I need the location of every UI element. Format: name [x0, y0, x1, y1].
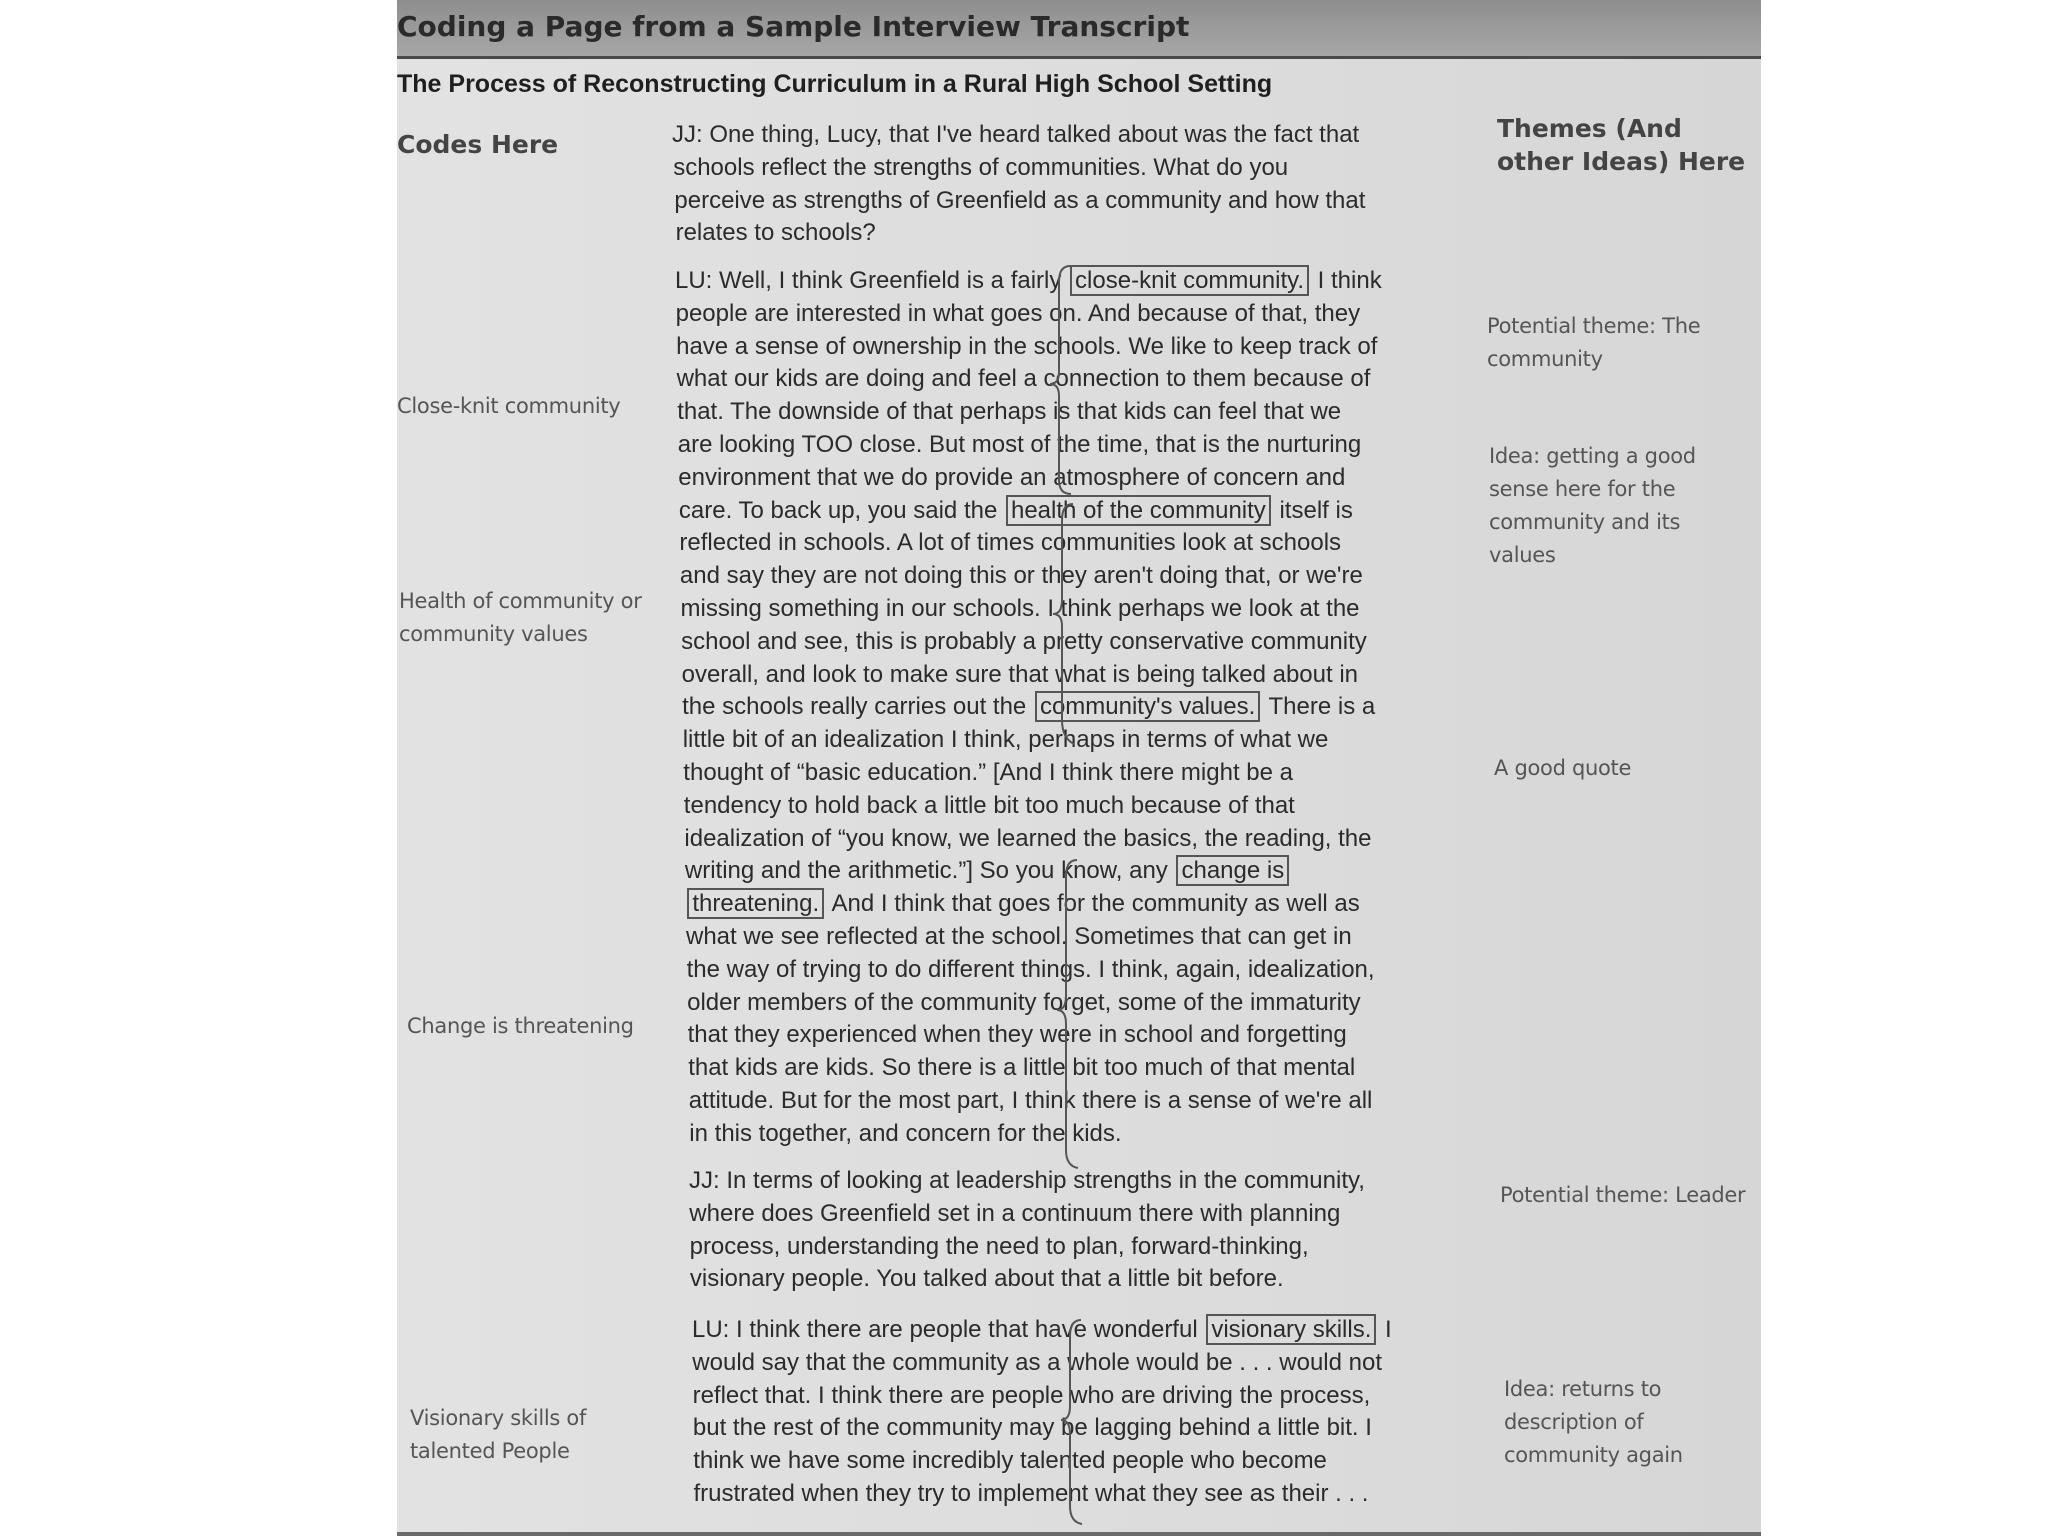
- transcript-text: missing something in our schools. I think perhaps we look at the: [680, 595, 1360, 622]
- code-label-change-threatening: Change is threatening: [407, 1014, 634, 1038]
- transcript-text: think we have some incredibly talented people who become: [693, 1447, 1327, 1475]
- transcript-text: schools reflect the strengths of communities. What do you: [673, 153, 1289, 181]
- transcript-text: itself is: [1272, 496, 1353, 524]
- transcript-text: that they experienced when they were in school and forgetting: [687, 1021, 1347, 1049]
- transcript-text: the schools really carries out the: [682, 693, 1033, 721]
- theme-note-community: Potential theme: The community: [1487, 314, 1701, 371]
- coded-phrase: threatening.: [687, 888, 824, 919]
- page-subtitle: The Process of Reconstructing Curriculum in a Rural High School Setting: [397, 70, 1273, 98]
- transcript-text: would say that the community as a whole would be . . . would not: [692, 1348, 1383, 1376]
- transcript-text: but the rest of the community may be lagging behind a little bit. I: [692, 1414, 1372, 1442]
- transcript-text: overall, and look to make sure that what is being talked about in: [681, 660, 1358, 688]
- transcript-text: what we see reflected at the school. Sometimes that can get in: [686, 923, 1352, 950]
- theme-note-good-quote: A good quote: [1494, 756, 1632, 780]
- transcript-text: what our kids are doing and feel a connection to them because of: [676, 365, 1371, 393]
- transcript-text: older members of the community forget, some of the immaturity: [687, 988, 1361, 1016]
- transcript-text: school and see, this is probably a pretty conservative community: [681, 627, 1367, 655]
- themes-column-heading: Themes (And other Ideas) Here: [1497, 114, 1746, 176]
- brace-change-threatening: [1057, 860, 1078, 1168]
- transcript-text: perceive as strengths of Greenfield as a community and how that: [674, 186, 1366, 214]
- transcript-text: in this together, and concern for the kids.: [689, 1119, 1122, 1147]
- transcript-text: care. To back up, you said the: [678, 496, 1004, 524]
- transcript-text: that. The downside of that perhaps is that kids can feel that we: [677, 398, 1342, 426]
- brace-visionary-skills: [1061, 1320, 1082, 1524]
- brace-community-values: [1053, 504, 1074, 744]
- transcript-text: have a sense of ownership in the schools. We like to keep track of: [676, 332, 1378, 360]
- coded-phrase: visionary skills.: [1206, 1314, 1376, 1345]
- transcript-text: environment that we do provide an atmosphere of concern and: [678, 463, 1346, 491]
- page-title: Coding a Page from a Sample Interview Transcript: [397, 10, 1190, 43]
- coded-phrase: change is: [1176, 855, 1289, 886]
- transcript-text: And I think that goes for the community as well as: [826, 890, 1360, 918]
- transcript-text: visionary people. You talked about that a little bit before.: [689, 1265, 1284, 1293]
- transcript-text: reflect that. I think there are people who are driving the process,: [692, 1381, 1371, 1409]
- code-label-visionary-skills: Visionary skills of talented People: [410, 1406, 587, 1463]
- code-label-close-knit: Close-knit community: [397, 394, 621, 418]
- transcript-text: attitude. But for the most part, I think there is a sense of we're all: [688, 1087, 1373, 1114]
- transcript-text: JJ: In terms of looking at leadership strengths in the community,: [689, 1167, 1365, 1194]
- coded-phrase: health of the community: [1006, 495, 1271, 526]
- transcript-text: LU: I think there are people that have wonderful: [692, 1316, 1205, 1343]
- transcript-text: JJ: One thing, Lucy, that I've heard talked about was the fact that: [672, 121, 1360, 148]
- transcript-text: idealization of “you know, we learned the basics, the reading, the: [684, 824, 1372, 852]
- transcript-text: and say they are not doing this or they aren't doing that, or we're: [679, 562, 1363, 590]
- transcript-text: tendency to hold back a little bit too much because of that: [683, 791, 1295, 819]
- transcript-text: little bit of an idealization I think, perhaps in terms of what we: [682, 726, 1329, 754]
- theme-note-returns: Idea: returns to description of community again: [1504, 1377, 1683, 1467]
- transcript-text: that kids are kids. So there is a little bit too much of that mental: [688, 1054, 1356, 1082]
- bracket-layer: [397, 0, 1761, 1536]
- coded-phrase: community's values.: [1035, 691, 1260, 722]
- transcript-text: reflected in schools. A lot of times communities look at schools: [679, 529, 1342, 557]
- brace-close-knit: [1050, 266, 1071, 494]
- transcript-text: writing and the arithmetic.”] So you know, any: [684, 857, 1175, 885]
- transcript-text: There is a: [1262, 693, 1376, 721]
- transcript-text: thought of “basic education.” [And I think there might be a: [683, 759, 1293, 786]
- transcript-text: are looking TOO close. But most of the time, that is the nurturing: [677, 431, 1362, 458]
- transcript-text: where does Greenfield set in a continuum there with planning: [689, 1199, 1341, 1227]
- transcript-text: LU: Well, I think Greenfield is a fairly: [675, 267, 1069, 294]
- transcript-text: I: [1378, 1316, 1392, 1343]
- transcript-text: frustrated when they try to implement what they see as their . . .: [693, 1480, 1369, 1507]
- transcript-text: process, understanding the need to plan, forward-thinking,: [689, 1232, 1309, 1260]
- code-label-community-values: Health of community or community values: [399, 589, 642, 646]
- page-bottom-rule: [397, 1532, 1761, 1536]
- codes-column-heading: Codes Here: [397, 130, 559, 159]
- coded-phrase: close-knit community.: [1070, 265, 1309, 296]
- transcript-text: the way of trying to do different things. I think, again, idealization,: [686, 955, 1375, 983]
- transcript-text: relates to schools?: [675, 219, 876, 247]
- transcript-text: people are interested in what goes on. And because of that, they: [675, 299, 1361, 327]
- theme-note-leadership: Potential theme: Leader: [1500, 1183, 1746, 1207]
- scanned-page: [397, 0, 1761, 1536]
- theme-note-values: Idea: getting a good sense here for the community and its values: [1489, 444, 1696, 567]
- transcript-text: I think: [1311, 267, 1382, 294]
